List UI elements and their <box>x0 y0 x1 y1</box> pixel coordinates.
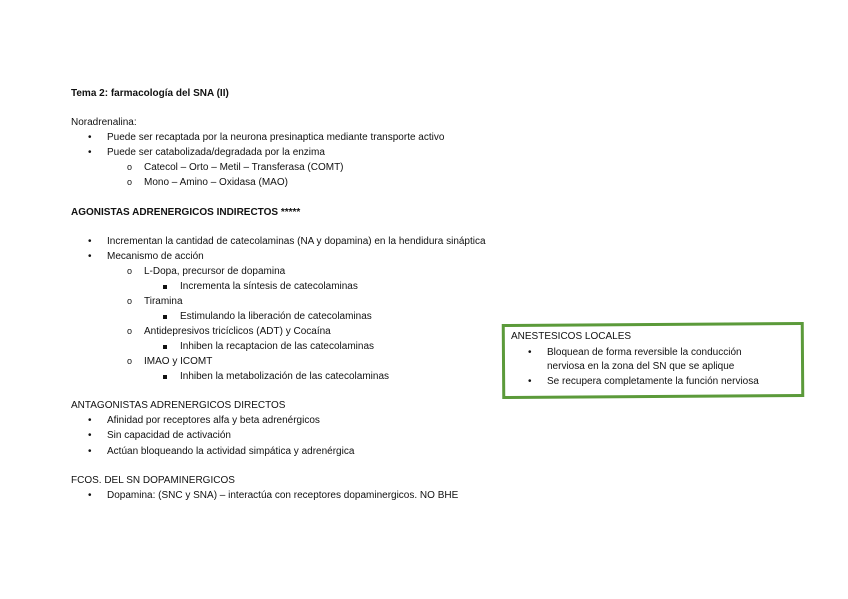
list-item: o Antidepresivos tricíclicos (ADT) y Cocaína <box>144 326 331 338</box>
list-item: o Mono – Amino – Oxidasa (MAO) <box>144 177 288 189</box>
anestesicos-heading: ANESTESICOS LOCALES <box>511 331 632 342</box>
list-item: o L-Dopa, precursor de dopamina <box>144 266 285 278</box>
list-item: • Mecanismo de acción <box>107 251 204 263</box>
list-item: • Actúan bloqueando la actividad simpática y adrenérgica <box>107 446 354 458</box>
list-item: Inhiben la recaptacion de las catecolaminas <box>180 341 375 352</box>
list-item: • Bloquean de forma reversible la conducción <box>547 347 742 359</box>
list-item: Incrementa la síntesis de catecolaminas <box>180 281 358 292</box>
noradrenalina-heading: Noradrenalina: <box>71 117 137 128</box>
list-item: Estimulando la liberación de catecolaminas <box>180 311 372 322</box>
list-item: o Catecol – Orto – Metil – Transferasa (COMT) <box>144 162 344 174</box>
list-item-continuation: nerviosa en la zona del SN que se aplique <box>547 361 735 372</box>
list-item: • Sin capacidad de activación <box>107 430 231 442</box>
agonistas-heading: AGONISTAS ADRENERGICOS INDIRECTOS ***** <box>71 207 301 218</box>
list-item: • Puede ser catabolizada/degradada por la enzima <box>107 147 325 159</box>
list-item: • Puede ser recaptada por la neurona presinaptica mediante transporte activo <box>107 132 444 144</box>
dopaminergicos-heading: FCOS. DEL SN DOPAMINERGICOS <box>71 475 235 486</box>
antagonistas-heading: ANTAGONISTAS ADRENERGICOS DIRECTOS <box>71 400 286 411</box>
list-item: • Se recupera completamente la función nerviosa <box>547 376 759 388</box>
list-item: Inhiben la metabolización de las catecolaminas <box>180 371 390 382</box>
list-item: • Afinidad por receptores alfa y beta adrenérgicos <box>107 415 320 427</box>
list-item: o IMAO y ICOMT <box>144 356 212 368</box>
page-title: Tema 2: farmacología del SNA (II) <box>71 88 229 99</box>
list-item: o Tiramina <box>144 296 183 308</box>
list-item: • Incrementan la cantidad de catecolaminas (NA y dopamina) en la hendidura sináptica <box>107 236 486 248</box>
list-item: • Dopamina: (SNC y SNA) – interactúa con receptores dopaminergicos. NO BHE <box>107 490 458 502</box>
